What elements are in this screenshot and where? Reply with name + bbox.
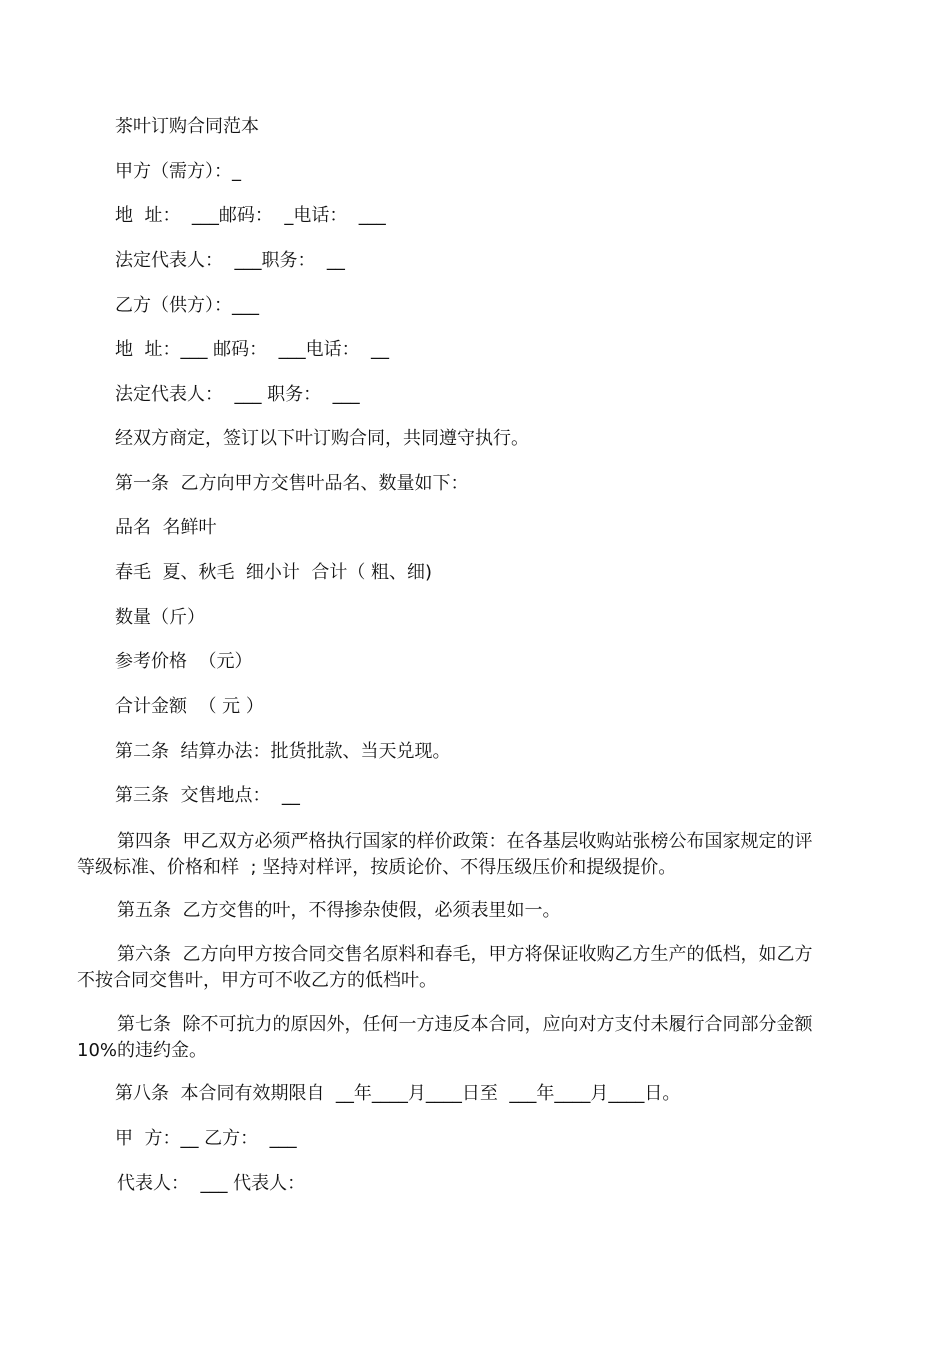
- item-types-line: 春毛 夏、秋毛 细小计 合计（ 粗、细): [115, 562, 433, 583]
- article-4-text: 第四条 甲乙双方必须严格执行国家的样价政策：在各基层收购站张榜公布国家规定的评 等级标准、价格和样 ; 坚持对样评，按质论价、不得压级压价和提级提价。: [77, 831, 824, 878]
- article-7-text: 第七条 除不可抗力的原因外，任何一方违反本合同，应向对方支付未履行合同部分金额 10%的违约金。: [77, 1014, 824, 1061]
- article-8: 第八条 本合同有效期限自 __年____月____日至 ___年____月____日。: [115, 1083, 681, 1104]
- article-1: 第一条 乙方向甲方交售叶品名、数量如下：: [115, 473, 469, 494]
- article-6-text: 第六条 乙方向甲方按合同交售名原料和春毛，甲方将保证收购乙方生产的低档，如乙方 不按合同交售叶，甲方可不收乙方的低档叶。: [77, 944, 824, 991]
- article-5: 第五条 乙方交售的叶，不得掺杂使假，必须表里如一。: [117, 900, 561, 921]
- signature-reps-line: 代表人： ___ 代表人：: [117, 1173, 306, 1194]
- document-title: 茶叶订购合同范本: [115, 116, 259, 137]
- article-3: 第三条 交售地点： __: [115, 785, 300, 806]
- party-b-rep-line: 法定代表人： ___ 职务： ___: [115, 384, 360, 405]
- signature-parties-line: 甲 方：__ 乙方： ___: [115, 1128, 297, 1149]
- party-b-address-line: 地 址：___ 邮码： ___电话： __: [115, 339, 390, 360]
- article-4: [77, 829, 837, 881]
- party-a-rep-line: 法定代表人： ___职务： __: [115, 250, 345, 271]
- article-6: [77, 942, 837, 994]
- article-2: 第二条 结算办法：批货批款、当天兑现。: [115, 741, 451, 762]
- party-a-address-line: 地 址： ___邮码： _电话： ___: [115, 205, 386, 226]
- total-amount-line: 合计金额 （ 元 ）: [115, 696, 264, 717]
- party-a-line: 甲方（需方）：_: [115, 161, 241, 182]
- ref-price-line: 参考价格 （元）: [115, 651, 253, 672]
- party-b-line: 乙方（供方）：___: [115, 295, 259, 316]
- item-name-line: 品名 名鲜叶: [115, 517, 217, 538]
- article-7: [77, 1012, 837, 1064]
- quantity-line: 数量（斤）: [115, 607, 205, 628]
- intro-line: 经双方商定，签订以下叶订购合同，共同遵守执行。: [115, 428, 529, 449]
